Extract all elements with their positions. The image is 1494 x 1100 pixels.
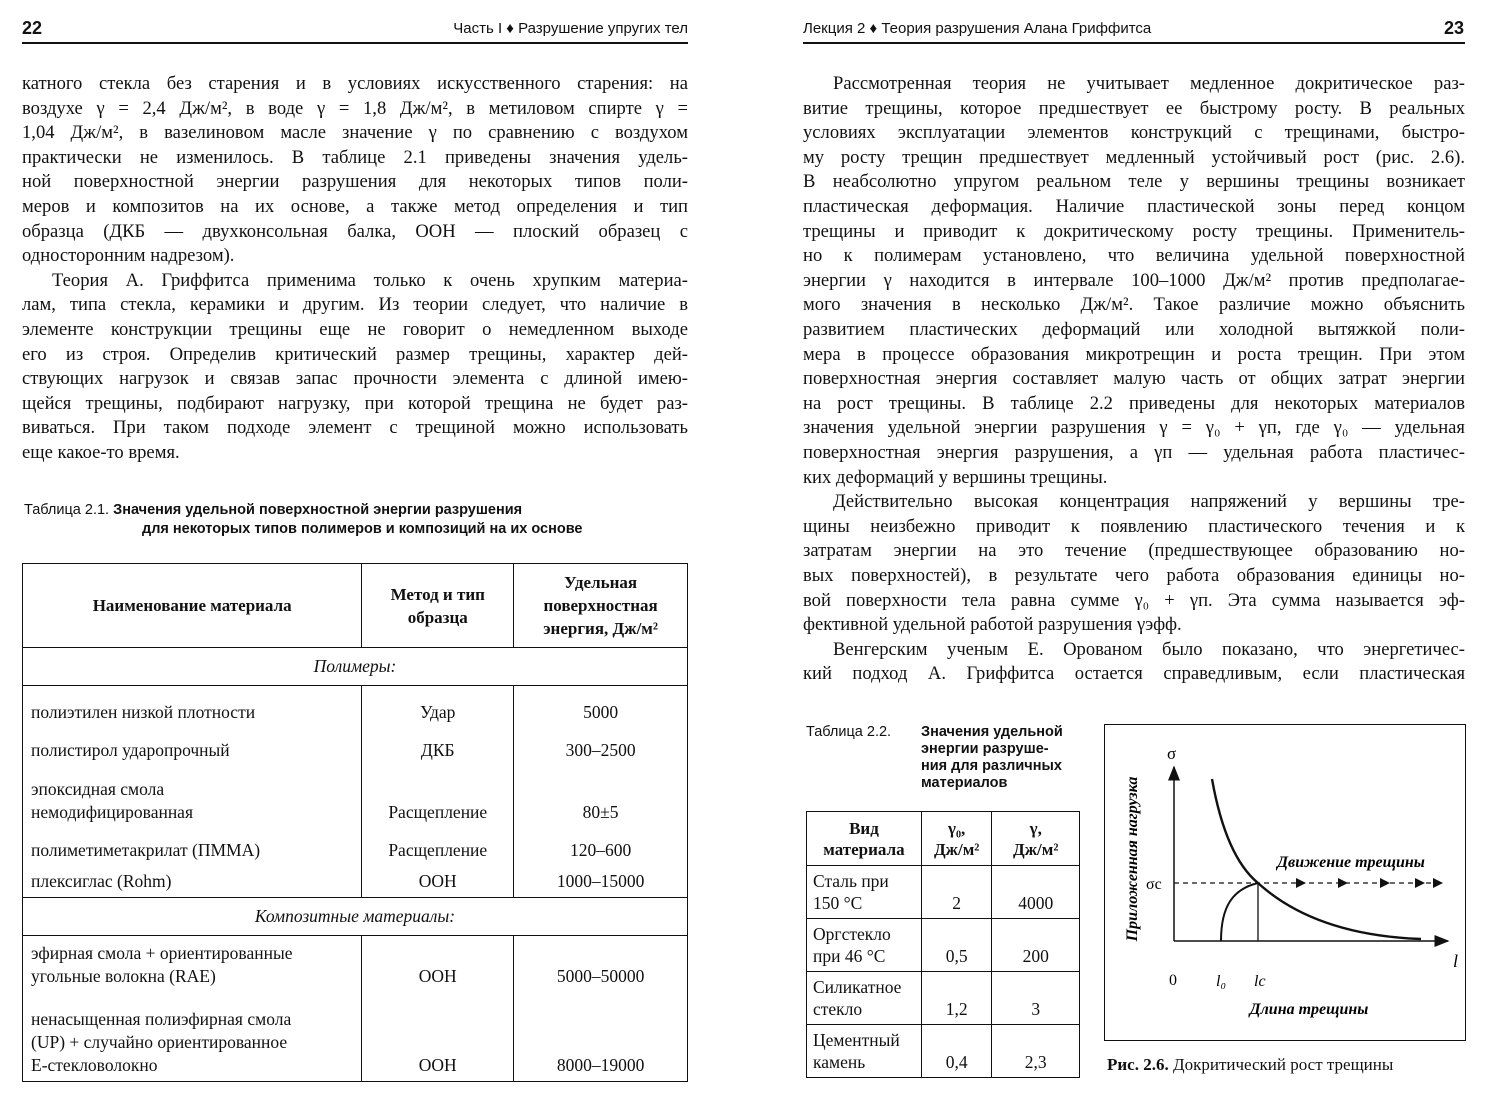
text-line: затратам энергии на это течение (предшествующее образованию но- bbox=[803, 540, 1465, 562]
text-line: мера в процессе образования микротрещин и роста трещин. При этом bbox=[803, 343, 1465, 365]
y-axis-label: Приложенная нагрузка bbox=[1124, 776, 1141, 942]
header-text: Удельная bbox=[564, 573, 638, 592]
l0-label: l₀ bbox=[1216, 973, 1227, 990]
method-cell bbox=[362, 766, 514, 828]
left-header-rule bbox=[22, 42, 688, 44]
table-row bbox=[807, 1025, 1080, 1078]
material-name bbox=[23, 828, 362, 866]
cell-text: 0,4 bbox=[945, 1052, 968, 1072]
table2-title-line: энергии разруше- bbox=[921, 741, 1049, 757]
table-row bbox=[23, 828, 688, 866]
table2-title bbox=[921, 724, 1063, 792]
cell-text: 4000 bbox=[1018, 893, 1054, 913]
g-cell bbox=[992, 919, 1080, 972]
header-text: Дж/м² bbox=[1013, 839, 1059, 859]
header-text: энергия, Дж/м² bbox=[543, 619, 658, 638]
table-row bbox=[23, 766, 688, 828]
cell-text: 200 bbox=[1022, 946, 1049, 966]
energy-cell bbox=[514, 866, 688, 898]
text-line: му росту трещин предшествует медленный устойчивый рост (рис. 2.6). bbox=[803, 146, 1465, 168]
text-line: трещины и приводит к докритическому росту трещины. Применитель- bbox=[803, 220, 1465, 242]
header-text: образца bbox=[407, 607, 468, 627]
cell-text: (UP) + случайно ориентированное bbox=[31, 1032, 288, 1052]
table-row bbox=[23, 936, 688, 992]
table-row bbox=[807, 919, 1080, 972]
table2-title-line: Значения удельной bbox=[921, 724, 1063, 740]
table2-header-material bbox=[807, 812, 922, 866]
text-line: Венгерским ученым Е. Орованом было показано, что энергетичес- bbox=[833, 638, 1465, 660]
material-name bbox=[807, 919, 922, 972]
cell-text: камень bbox=[813, 1052, 866, 1072]
cell-text: эпоксидная смола bbox=[31, 778, 165, 799]
table1-caption bbox=[24, 502, 522, 518]
table-row bbox=[807, 866, 1080, 919]
material-name bbox=[23, 728, 362, 766]
cell-text: 2 bbox=[952, 893, 962, 913]
cell-text: эфирная смола + ориентированные bbox=[31, 942, 293, 963]
text-line: поверхностная энергия разрушения, а γп — удельная работа пластичес- bbox=[803, 442, 1465, 463]
text-line: Рассмотренная теория не учитывает медленное докритическое раз- bbox=[833, 73, 1465, 94]
right-header-rule bbox=[803, 42, 1465, 44]
figure-caption-text: Докритический рост трещины bbox=[1172, 1055, 1394, 1074]
header-text: Дж/м² bbox=[933, 839, 980, 859]
text-line: но к полимерам установлено, что величина удельной поверхностной bbox=[803, 245, 1465, 267]
g-cell bbox=[992, 1025, 1080, 1078]
material-name bbox=[23, 866, 362, 898]
g-cell bbox=[992, 866, 1080, 919]
text-line: щины неизбежно приводит к появлению пластического течения и к bbox=[803, 515, 1465, 537]
text-line: ствующих нагрузок и связав запас прочности элемента с длиной имею- bbox=[22, 368, 688, 390]
table-row bbox=[23, 728, 688, 766]
table1-section-row bbox=[23, 898, 688, 936]
text-line: фективной удельной работой разрушения γэфф. bbox=[803, 614, 1182, 636]
method-cell bbox=[362, 936, 514, 992]
material-name bbox=[23, 992, 362, 1082]
g0-cell bbox=[921, 866, 992, 919]
text-line: развитием пластических деформаций или холодной вытяжкой поли- bbox=[803, 319, 1465, 340]
g0-cell bbox=[921, 1025, 992, 1078]
text-line: воздухе γ = 2,4 Дж/м², в воде γ = 1,8 Дж/м², в метиловом спирте γ = bbox=[22, 97, 688, 119]
text-line: поверхностная энергия составляет малую часть от общих затрат энергии bbox=[803, 368, 1465, 390]
text-line: на рост трещины. В таблице 2.2 приведены для некоторых материалов bbox=[803, 392, 1465, 414]
table2-header-g0 bbox=[921, 812, 992, 866]
cell-text: 0,5 bbox=[945, 946, 968, 966]
table2-header-g bbox=[992, 812, 1080, 866]
cell-text: 5000 bbox=[583, 701, 619, 722]
left-page-number: 22 bbox=[22, 18, 43, 38]
text-line: ких деформаций у вершины трещины. bbox=[803, 466, 1108, 488]
cell-text: 150 °С bbox=[813, 893, 863, 913]
method-cell bbox=[362, 828, 514, 866]
table2-label: Таблица 2.2. bbox=[806, 724, 892, 740]
cell-text: ненасыщенная полиэфирная смола bbox=[31, 1009, 292, 1029]
g-cell bbox=[992, 972, 1080, 1025]
text-line: кий подход А. Гриффитса остается справедливым, если пластическая bbox=[803, 663, 1465, 685]
table2-header-row bbox=[807, 812, 1080, 866]
cell-text: ДКБ bbox=[420, 739, 455, 760]
text-line: катного стекла без старения и в условиях искусственного старения: на bbox=[22, 73, 688, 94]
cell-text: ООН bbox=[418, 1055, 457, 1075]
table-row bbox=[23, 992, 688, 1082]
text-line: щейся трещины, подбирают нагрузку, при которой трещина не будет раз- bbox=[22, 392, 688, 414]
table1-header-method bbox=[362, 564, 514, 648]
energy-cell bbox=[514, 992, 688, 1082]
table1-label: Таблица 2.1. bbox=[24, 502, 110, 518]
figure-caption bbox=[1107, 1055, 1393, 1075]
cell-text: 1000–15000 bbox=[556, 871, 645, 891]
cell-text: Е-стекловолокно bbox=[31, 1055, 158, 1075]
header-text: Метод и тип bbox=[390, 584, 485, 604]
header-text: Вид bbox=[849, 818, 879, 838]
material-name bbox=[807, 972, 922, 1025]
cell-text: Расщепление bbox=[388, 839, 488, 860]
text-line: меров и композитов на их основе, а также метод определения и тип bbox=[22, 196, 688, 217]
text-line: практически не изменилось. В таблице 2.1 приведены значения удель- bbox=[22, 146, 688, 168]
energy-cell bbox=[514, 686, 688, 728]
text-line: виваться. При таком подходе элемент с трещиной можно использовать bbox=[22, 417, 688, 439]
cell-text: ООН bbox=[418, 965, 457, 986]
cell-text: стекло bbox=[813, 999, 863, 1019]
left-running-header: Часть I ♦ Разрушение упругих тел bbox=[453, 20, 688, 37]
table1-title-line2: для некоторых типов полимеров и композиций на их основе bbox=[142, 521, 583, 537]
table2-title-line: материалов bbox=[921, 775, 1008, 791]
cell-text: 2,3 bbox=[1024, 1052, 1047, 1072]
cell-text: полиэтилен низкой плотности bbox=[31, 701, 256, 722]
cell-text: плексиглас (Rohm) bbox=[31, 871, 172, 891]
g0-cell bbox=[921, 919, 992, 972]
figure-plot bbox=[1105, 725, 1465, 1040]
table2-title-line: ния для различных bbox=[921, 758, 1062, 774]
x-axis-symbol: l bbox=[1453, 951, 1459, 971]
cell-text: Сталь при bbox=[813, 871, 889, 891]
cell-text: Оргстекло bbox=[813, 924, 891, 944]
cell-text: 300–2500 bbox=[565, 739, 636, 760]
text-line: ной поверхностной энергии разрушения для некоторых типов поли- bbox=[22, 171, 688, 193]
material-name bbox=[807, 1025, 922, 1078]
table1-header-row bbox=[23, 564, 688, 648]
energy-cell bbox=[514, 828, 688, 866]
table1-header-energy bbox=[514, 564, 688, 648]
header-text: γ, bbox=[1029, 818, 1042, 838]
figure-caption-number: Рис. 2.6. bbox=[1107, 1055, 1169, 1074]
method-cell bbox=[362, 686, 514, 728]
origin-label: 0 bbox=[1169, 972, 1177, 989]
table2 bbox=[806, 811, 1080, 1078]
text-line: односторонним надрезом). bbox=[22, 245, 235, 267]
header-text: γ₀, bbox=[948, 818, 966, 838]
text-line: мого значения в несколько Дж/м². Такое различие можно объяснить bbox=[803, 294, 1465, 316]
cell-text: 8000–19000 bbox=[556, 1055, 645, 1075]
method-cell bbox=[362, 866, 514, 898]
cell-text: при 46 °С bbox=[813, 946, 886, 966]
table1-section-polymers: Полимеры: bbox=[23, 648, 688, 686]
crack-motion-label: Движение трещины bbox=[1277, 854, 1425, 871]
cell-text: ООН bbox=[418, 871, 457, 891]
table-row bbox=[23, 686, 688, 728]
table1-header-name: Наименование материала bbox=[23, 564, 362, 648]
text-line: витие трещины, которое предшествует ее быстрому росту. В реальных bbox=[803, 97, 1465, 119]
right-page-number: 23 bbox=[1443, 18, 1464, 38]
text-line: еще какое-то время. bbox=[22, 442, 180, 463]
right-running-header: Лекция 2 ♦ Теория разрушения Алана Гриффитса bbox=[803, 20, 1152, 37]
y-axis-symbol: σ bbox=[1167, 744, 1177, 763]
text-line: Действительно высокая концентрация напряжений у вершины тре- bbox=[833, 491, 1465, 513]
energy-cell bbox=[514, 728, 688, 766]
text-line: В неабсолютно упругом реальном теле у вершины трещины возникает bbox=[803, 171, 1465, 193]
table1 bbox=[22, 563, 688, 1082]
text-line: лам, типа стекла, керамики и другим. Из теории следует, что наличие в bbox=[22, 294, 688, 316]
cell-text: Цементный bbox=[813, 1030, 900, 1050]
text-line: образца (ДКБ — двухконсольная балка, ООН — плоский образец с bbox=[22, 220, 688, 242]
table1-caption-line2 bbox=[142, 521, 583, 537]
text-line: условиях эксплуатации элементов конструкций с трещинами, быстро- bbox=[803, 122, 1465, 144]
g0-cell bbox=[921, 972, 992, 1025]
cell-text: Расщепление bbox=[388, 801, 488, 822]
text-line: вых поверхностей), в результате чего работа образования единицы но- bbox=[803, 565, 1465, 586]
text-line: 1,04 Дж/м², в вазелиновом масле значение γ по сравнению с воздухом bbox=[22, 122, 688, 144]
cell-text: угольные волокна (RAE) bbox=[31, 965, 216, 986]
cell-text: 1,2 bbox=[945, 999, 968, 1019]
cell-text: 5000–50000 bbox=[556, 965, 645, 986]
method-cell bbox=[362, 992, 514, 1082]
header-text: поверхностная bbox=[543, 596, 658, 615]
table1-section-composites: Композитные материалы: bbox=[23, 898, 688, 936]
header-text: материала bbox=[823, 839, 905, 859]
cell-text: Силикатное bbox=[813, 977, 902, 997]
table-row bbox=[23, 866, 688, 898]
x-axis-label: Длина трещины bbox=[1249, 1001, 1369, 1018]
cell-text: 80±5 bbox=[582, 801, 619, 822]
text-line: его из строя. Определив критический размер трещины, характер дей- bbox=[22, 343, 688, 365]
cell-text: 120–600 bbox=[569, 839, 632, 860]
cell-text: 3 bbox=[1031, 999, 1041, 1019]
subcritical-growth-curve bbox=[1221, 883, 1258, 941]
cell-text: полиметиметакрилат (ПММА) bbox=[31, 839, 261, 860]
figure-2-6 bbox=[1104, 724, 1466, 1041]
energy-cell bbox=[514, 936, 688, 992]
cell-text: немодифицированная bbox=[31, 801, 194, 822]
lc-label: lc bbox=[1254, 973, 1266, 990]
sigma-c-label: σc bbox=[1146, 876, 1162, 893]
material-name bbox=[807, 866, 922, 919]
text-line: Теория А. Гриффитса применима только к очень хрупким материа- bbox=[52, 269, 688, 291]
table-row bbox=[807, 972, 1080, 1025]
energy-cell bbox=[514, 766, 688, 828]
text-line: элементе конструкции трещины еще не говорит о немедленном выходе bbox=[22, 319, 688, 340]
method-cell bbox=[362, 728, 514, 766]
table1-title-line1: Значения удельной поверхностной энергии разрушения bbox=[113, 502, 523, 518]
cell-text: полистирол ударопрочный bbox=[31, 739, 230, 760]
material-name bbox=[23, 766, 362, 828]
text-line: значения удельной энергии разрушения γ = γ₀ + γп, где γ₀ — удельная bbox=[803, 417, 1465, 439]
material-name bbox=[23, 686, 362, 728]
cell-text: Удар bbox=[420, 701, 456, 722]
text-line: пластическая деформация. Наличие пластической зоны перед концом bbox=[803, 196, 1465, 217]
material-name bbox=[23, 936, 362, 992]
text-line: вой поверхности тела равна сумме γ₀ + γп. Эта сумма называется эф- bbox=[803, 589, 1465, 611]
table1-section-row bbox=[23, 648, 688, 686]
text-line: энергии γ находится в интервале 100–1000 Дж/м² против предполагае- bbox=[803, 269, 1465, 291]
